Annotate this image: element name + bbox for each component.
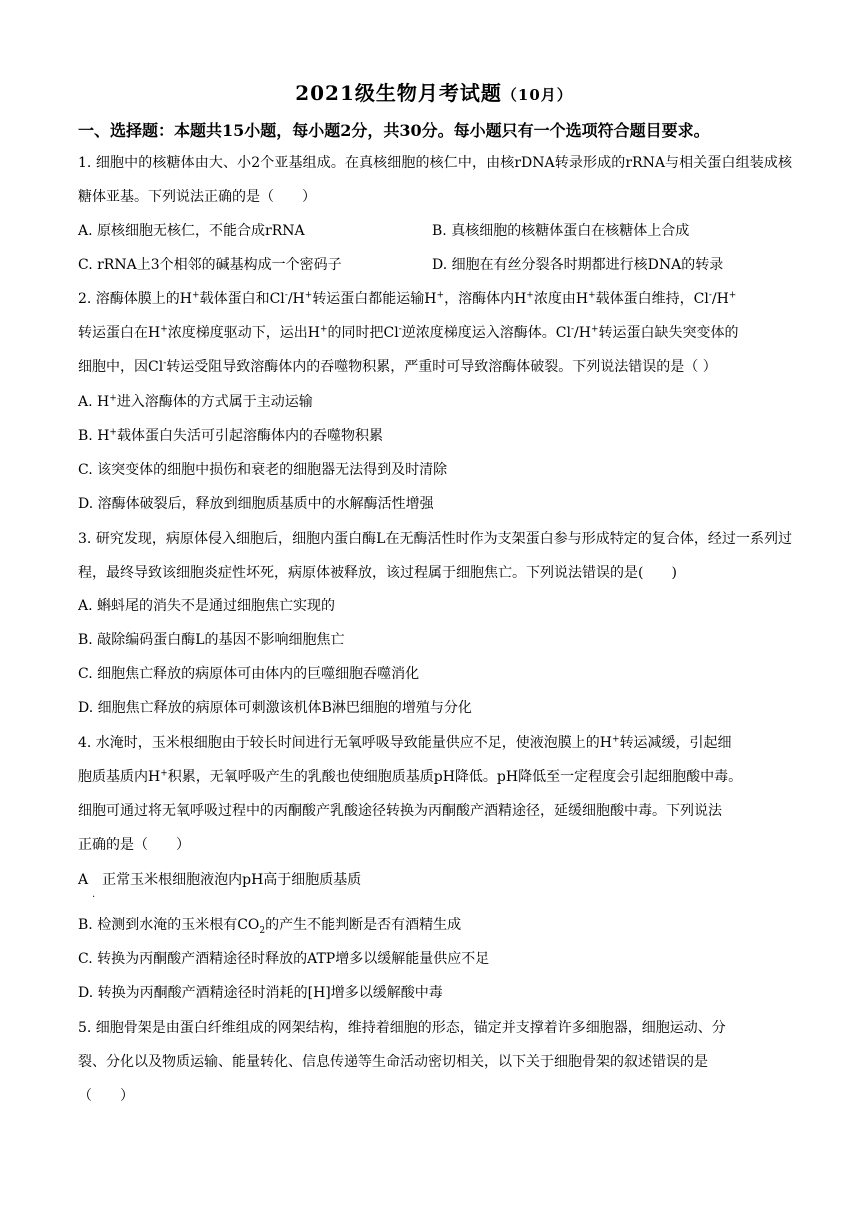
question-1-option-b: B. 真核细胞的核糖体蛋白在核糖体上合成 [432,223,690,239]
question-3-option-d: D. 细胞焦亡释放的病原体可刺激该机体B淋巴细胞的增殖与分化 [78,700,472,716]
question-5-stem-line-3: （ ） [78,1088,134,1104]
question-2-option-a: A. H+进入溶酶体的方式属于主动运输 [78,393,313,410]
question-4-option-c: C. 转换为丙酮酸产酒精途径时释放的ATP增多以缓解能量供应不足 [78,951,490,967]
question-4-option-a: A 正常玉米根细胞液泡内pH高于细胞质基质 [78,872,362,888]
question-2-option-d: D. 溶酶体破裂后，释放到细胞质基质中的水解酶活性增强 [78,496,434,512]
question-3-option-c: C. 细胞焦亡释放的病原体可由体内的巨噬细胞吞噬消化 [78,666,420,682]
question-4-stem-line-4: 正确的是（ ） [78,837,190,853]
question-1-option-c: C. rRNA上3个相邻的碱基构成一个密码子 [78,257,342,273]
question-3-stem: 3. 研究发现，病原体侵入细胞后，细胞内蛋白酶L在无酶活性时作为支架蛋白参与形成特定的复合体，经过一系列过程，最终导致该细胞炎症性坏死，病原体被释放，该过程属于细胞焦亡。下列说法错误的是( ) [78,531,792,581]
question-5-stem-line-2: 裂、分化以及物质运输、能量转化、信息传递等生命活动密切相关，以下关于细胞骨架的叙述错误的是 [78,1054,708,1070]
title-sub: （10月） [501,86,573,104]
question-4-option-d: D. 转换为丙酮酸产酒精途径时消耗的[H]增多以缓解酸中毒 [78,985,443,1001]
question-4-stem-line-3: 细胞可通过将无氧呼吸过程中的丙酮酸产乳酸途径转换为丙酮酸产酒精途径，延缓细胞酸中毒。下列说法 [78,803,722,819]
question-3-option-a: A. 蝌蚪尾的消失不是通过细胞焦亡实现的 [78,598,336,614]
question-2-option-c: C. 该突变体的细胞中损伤和衰老的细胞器无法得到及时清除 [78,462,448,478]
question-2-stem-line-3: 细胞中，因Cl-转运受阻导致溶酶体内的吞噬物积累，严重时可导致溶酶体破裂。下列说法错误的是（ ） [78,358,717,375]
question-1-stem: 1. 细胞中的核糖体由大、小2个亚基组成。在真核细胞的核仁中，由核rDNA转录形成的rRNA与相关蛋白组装成核糖体亚基。下列说法正确的是（ ） [78,155,792,205]
question-4-stem-line-2: 胞质基质内H+积累，无氧呼吸产生的乳酸也使细胞质基质pH降低。pH降低至一定程度会引起细胞酸中毒。 [78,768,743,785]
question-4-option-b: B. 检测到水淹的玉米根有$CO_2$的产生不能判断是否有酒精生成 [78,917,462,936]
question-5-stem-line-1: 5. 细胞骨架是由蛋白纤维组成的网架结构，维持着细胞的形态，锚定并支撑着许多细胞器，细胞运动、分 [78,1020,726,1036]
question-2-option-b: B. H+载体蛋白失活可引起溶酶体内的吞噬物积累 [78,427,383,444]
section-heading: 一、选择题：本题共15小题，每小题2分，共30分。每小题只有一个选项符合题目要求。 [78,121,710,140]
question-1-option-a: A. 原核细胞无核仁，不能合成rRNA [78,223,305,239]
question-4-stem-line-1: 4. 水淹时，玉米根细胞由于较长时间进行无氧呼吸导致能量供应不足，使液泡膜上的H+转运减缓，引起细 [78,734,732,751]
question-2-stem-line-1: 2. 溶酶体膜上的H+载体蛋白和Cl-/H+转运蛋白都能运输H+，溶酶体内H+浓度由H+载体蛋白维持，Cl-/H+ [78,290,737,307]
question-1-option-d: D. 细胞在有丝分裂各时期都进行核DNA的转录 [432,257,724,273]
title-main: 2021级生物月考试题 [295,81,502,105]
question-2-stem-line-2: 转运蛋白在H+浓度梯度驱动下，运出H+的同时把Cl-逆浓度梯度运入溶酶体。Cl-/H+转运蛋白缺失突变体的 [78,324,739,341]
question-3-option-b: B. 敲除编码蛋白酶L的基因不影响细胞焦亡 [78,632,345,648]
stray-dot: . [92,889,96,900]
page-title [0,77,868,106]
